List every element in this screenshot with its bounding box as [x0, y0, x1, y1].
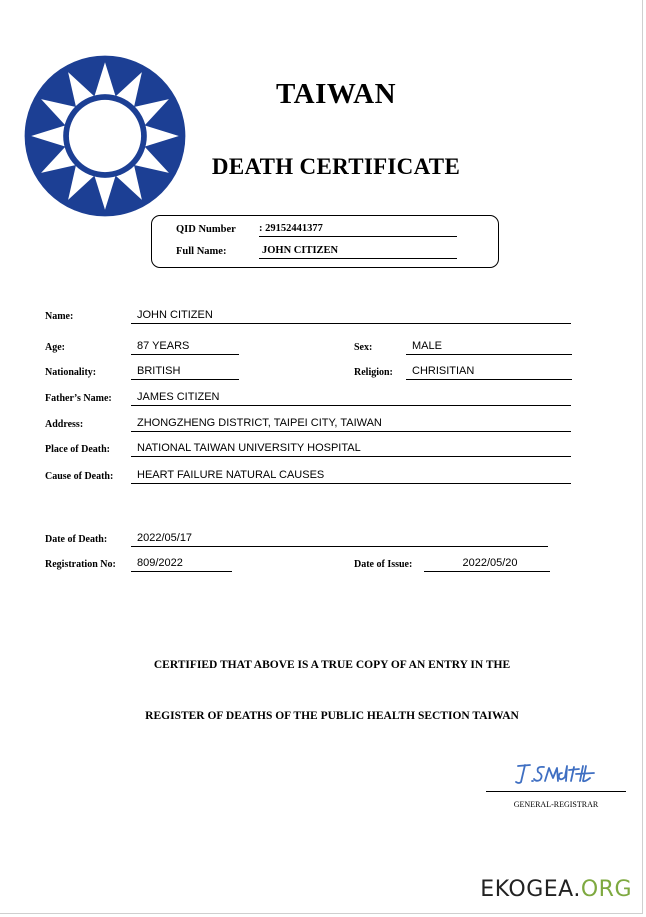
sex-label: Sex: — [354, 342, 373, 353]
certification-line-2: REGISTER OF DEATHS OF THE PUBLIC HEALTH SECTION TAIWAN — [145, 710, 519, 722]
date-of-issue-value: 2022/05/20 — [424, 557, 550, 572]
fullname-label: Full Name: — [176, 246, 227, 257]
religion-value: CHRISITIAN — [406, 365, 572, 380]
country-title: TAIWAN — [275, 78, 397, 110]
place-of-death-value: NATIONAL TAIWAN UNIVERSITY HOSPITAL — [131, 442, 571, 457]
watermark-part-2: ORG — [580, 877, 632, 902]
registration-label: Registration No: — [45, 559, 116, 570]
registrar-title: GENERAL-REGISTRAR — [513, 800, 599, 809]
address-label: Address: — [45, 419, 84, 430]
nationality-value: BRITISH — [131, 365, 239, 380]
cause-of-death-label: Cause of Death: — [45, 471, 114, 482]
fullname-value: JOHN CITIZEN — [259, 245, 457, 259]
cause-of-death-value: HEART FAILURE NATURAL CAUSES — [131, 469, 571, 484]
qid-label: QID Number — [176, 224, 236, 235]
father-name-value: JAMES CITIZEN — [131, 391, 571, 406]
date-of-issue-label: Date of Issue: — [354, 559, 413, 570]
sex-value: MALE — [406, 340, 572, 355]
certification-line-1: CERTIFIED THAT ABOVE IS A TRUE COPY OF AN ENTRY IN THE — [153, 659, 511, 671]
date-of-death-label: Date of Death: — [45, 534, 108, 545]
name-label: Name: — [45, 311, 74, 322]
date-of-death-value: 2022/05/17 — [131, 532, 548, 547]
watermark-logo — [480, 877, 632, 902]
religion-label: Religion: — [354, 367, 393, 378]
qid-value: : 29152441377 — [259, 223, 457, 237]
father-name-label: Father’s Name: — [45, 393, 112, 404]
id-box — [151, 215, 499, 268]
age-value: 87 YEARS — [131, 340, 239, 355]
nationality-label: Nationality: — [45, 367, 97, 378]
watermark-part-1: EKOGEA. — [480, 877, 581, 902]
place-of-death-label: Place of Death: — [45, 444, 110, 455]
registrar-signature — [514, 760, 596, 788]
document-title: DEATH CERTIFICATE — [211, 154, 461, 179]
address-value: ZHONGZHENG DISTRICT, TAIPEI CITY, TAIWAN — [131, 417, 571, 432]
signature-line — [486, 791, 626, 792]
name-value: JOHN CITIZEN — [131, 309, 571, 324]
age-label: Age: — [45, 342, 65, 353]
registration-value: 809/2022 — [131, 557, 232, 572]
